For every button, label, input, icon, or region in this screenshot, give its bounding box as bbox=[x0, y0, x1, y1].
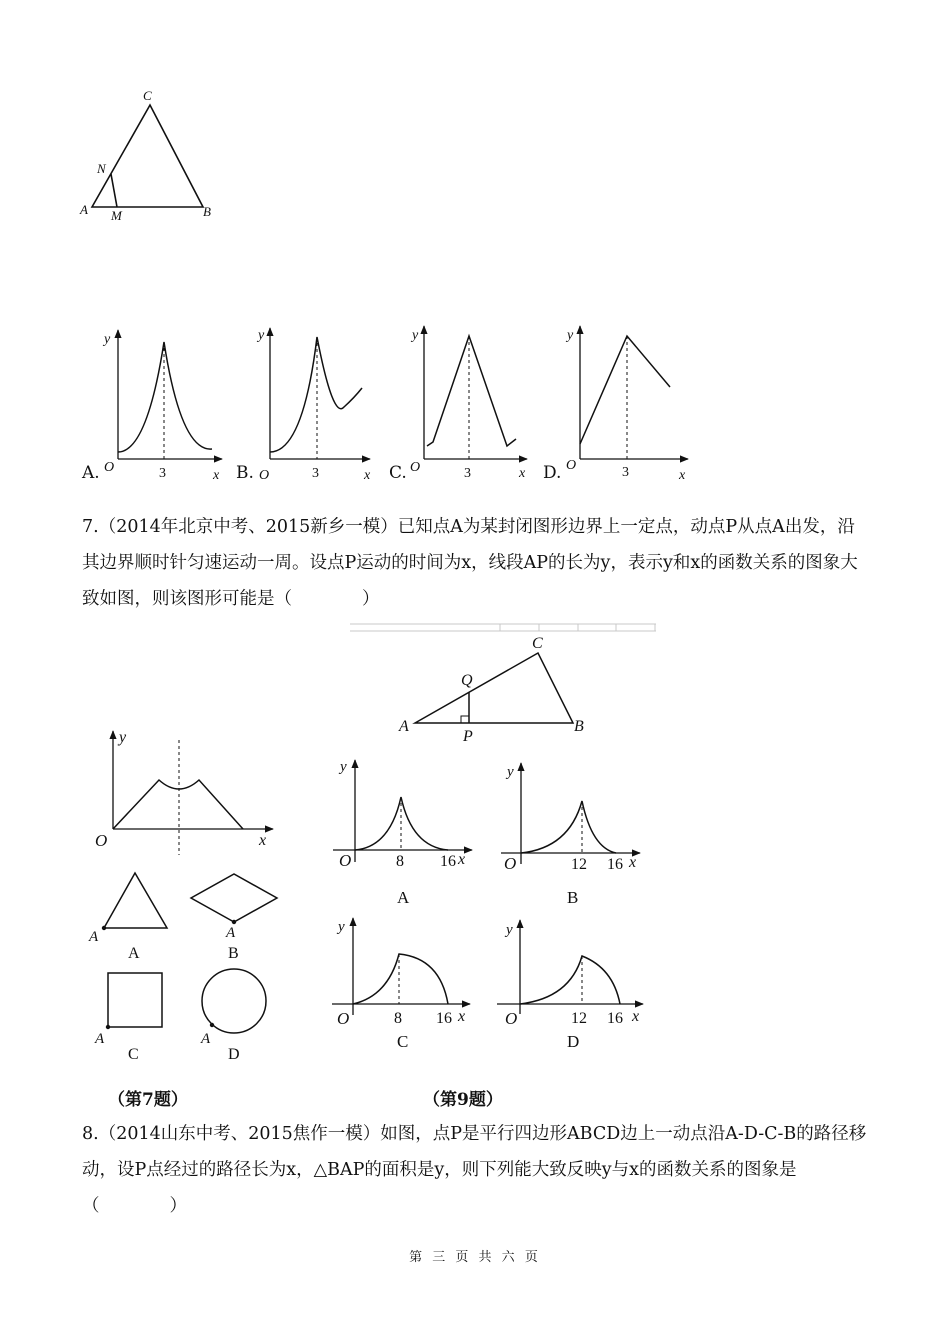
q6d-ylabel: y bbox=[567, 328, 574, 343]
q6c-xlabel: x bbox=[519, 466, 526, 481]
q9-graph-a bbox=[333, 759, 472, 907]
q9d-ylabel: y bbox=[506, 922, 513, 938]
q9a-xlabel: x bbox=[458, 851, 466, 868]
q6-option-c-letter: C. bbox=[389, 463, 407, 483]
q6d-tick: 3 bbox=[622, 465, 629, 480]
q6b-tick: 3 bbox=[312, 466, 319, 481]
q7-shape-d-letter: D bbox=[228, 1046, 240, 1063]
q9a-tick1: 8 bbox=[396, 853, 404, 870]
q6c-tick: 3 bbox=[464, 466, 471, 481]
q9c-letter: C bbox=[397, 1032, 409, 1051]
q6-option-a-letter: A. bbox=[82, 463, 100, 483]
q9b-tick2: 16 bbox=[607, 856, 623, 873]
q9b-origin: O bbox=[504, 854, 517, 873]
vertex-label-a: A bbox=[80, 202, 88, 217]
vertex-label-c: C bbox=[143, 88, 152, 103]
q6-graph-c bbox=[410, 326, 527, 481]
vertex-label-n: N bbox=[97, 161, 106, 176]
q6a-xlabel: x bbox=[213, 468, 220, 483]
q9c-tick2: 16 bbox=[436, 1010, 452, 1027]
q6-graph-d bbox=[565, 326, 688, 483]
question-8-text: 8.（2014山东中考、2015焦作一模）如图，点P是平行四边形ABCD边上一动点沿A-D-C-B的路径移动，设P点经过的路径长为x，△BAP的面积是y，则下列能大致反映y与x的函数关系的图象是（ ） bbox=[82, 1124, 867, 1216]
caption-question-7: （第7题） bbox=[108, 1090, 188, 1110]
q7-shape-c-letter: C bbox=[128, 1046, 139, 1063]
q6-option-b-letter: B. bbox=[236, 463, 254, 483]
vertex-label-b: B bbox=[203, 204, 211, 219]
q9a-tick2: 16 bbox=[440, 853, 456, 870]
q9-graph-c bbox=[332, 918, 470, 1051]
q9b-tick1: 12 bbox=[571, 856, 587, 873]
triangle-figure-top bbox=[92, 105, 203, 207]
q9d-letter: D bbox=[567, 1032, 580, 1051]
question-7-text: 7.（2014年北京中考、2015新乡一模）已知点A为某封闭图形边界上一定点，动点P从点A出发，沿其边界顺时针匀速运动一周。设点P运动的时间为x，线段AP的长为y，表示y和x的函数关系的图象大致如图，则该图形可能是（ ） bbox=[82, 517, 858, 609]
q9d-xlabel: x bbox=[632, 1008, 640, 1025]
q6b-origin: O bbox=[259, 468, 270, 483]
q9b-letter: B bbox=[567, 888, 579, 907]
q7-shape-b-letter: B bbox=[228, 945, 239, 962]
q6d-origin: O bbox=[566, 458, 577, 473]
q6b-xlabel: x bbox=[364, 468, 371, 483]
caption-question-9: （第9题） bbox=[423, 1090, 503, 1110]
q6b-ylabel: y bbox=[258, 328, 265, 343]
q6a-ylabel: y bbox=[104, 332, 111, 347]
q9a-letter: A bbox=[397, 888, 410, 907]
q7-shape-square bbox=[94, 973, 162, 1063]
q9-graph-b bbox=[501, 763, 640, 907]
q7-shape-triangle bbox=[88, 873, 167, 962]
vertex-label-m: M bbox=[111, 208, 122, 223]
q9d-tick1: 12 bbox=[571, 1010, 587, 1027]
q7-shape-a-letter: A bbox=[128, 945, 140, 962]
q9-graph-d bbox=[497, 920, 643, 1051]
triangle-abc bbox=[92, 105, 203, 207]
q7-shape-circle bbox=[200, 969, 266, 1063]
q7-shape-a-point: A bbox=[89, 929, 99, 945]
q6d-xlabel: x bbox=[679, 468, 686, 483]
q6a-origin: O bbox=[104, 460, 115, 475]
q9b-xlabel: x bbox=[629, 854, 637, 871]
q9a-origin: O bbox=[339, 851, 352, 870]
q6-graph-a bbox=[102, 330, 222, 483]
q9c-tick1: 8 bbox=[394, 1010, 402, 1027]
q6c-origin: O bbox=[410, 460, 421, 475]
q9-triangle bbox=[415, 653, 573, 723]
q7-shape-rhombus bbox=[191, 874, 277, 962]
q6-graph-b bbox=[256, 328, 371, 483]
page-footer: 第 三 页 共 六 页 bbox=[409, 1250, 541, 1265]
q9b-ylabel: y bbox=[507, 764, 514, 780]
q9a-ylabel: y bbox=[340, 759, 347, 775]
q9-label-p: P bbox=[463, 728, 473, 745]
q9d-origin: O bbox=[505, 1009, 518, 1028]
q6-option-d-letter: D. bbox=[543, 463, 562, 483]
q9c-ylabel: y bbox=[338, 919, 345, 935]
q9-label-a: A bbox=[399, 718, 409, 735]
q9-label-c: C bbox=[532, 635, 543, 652]
q9d-tick2: 16 bbox=[607, 1010, 623, 1027]
q9c-xlabel: x bbox=[458, 1008, 466, 1025]
q9-label-b: B bbox=[574, 718, 584, 735]
q7-shape-c-point: A bbox=[95, 1031, 105, 1047]
q7-shape-b-point: A bbox=[226, 925, 236, 941]
faint-table-lines bbox=[350, 624, 656, 631]
q7-xlabel: x bbox=[259, 832, 267, 849]
q7-ylabel: y bbox=[119, 729, 127, 746]
q7-shape-d-point: A bbox=[201, 1031, 211, 1047]
q7-origin: O bbox=[95, 831, 108, 850]
q9c-origin: O bbox=[337, 1009, 350, 1028]
q9-label-q: Q bbox=[461, 672, 473, 689]
q6a-tick: 3 bbox=[159, 466, 166, 481]
segment-mn bbox=[111, 174, 117, 207]
q7-graph bbox=[95, 729, 273, 855]
q6c-ylabel: y bbox=[412, 328, 419, 343]
